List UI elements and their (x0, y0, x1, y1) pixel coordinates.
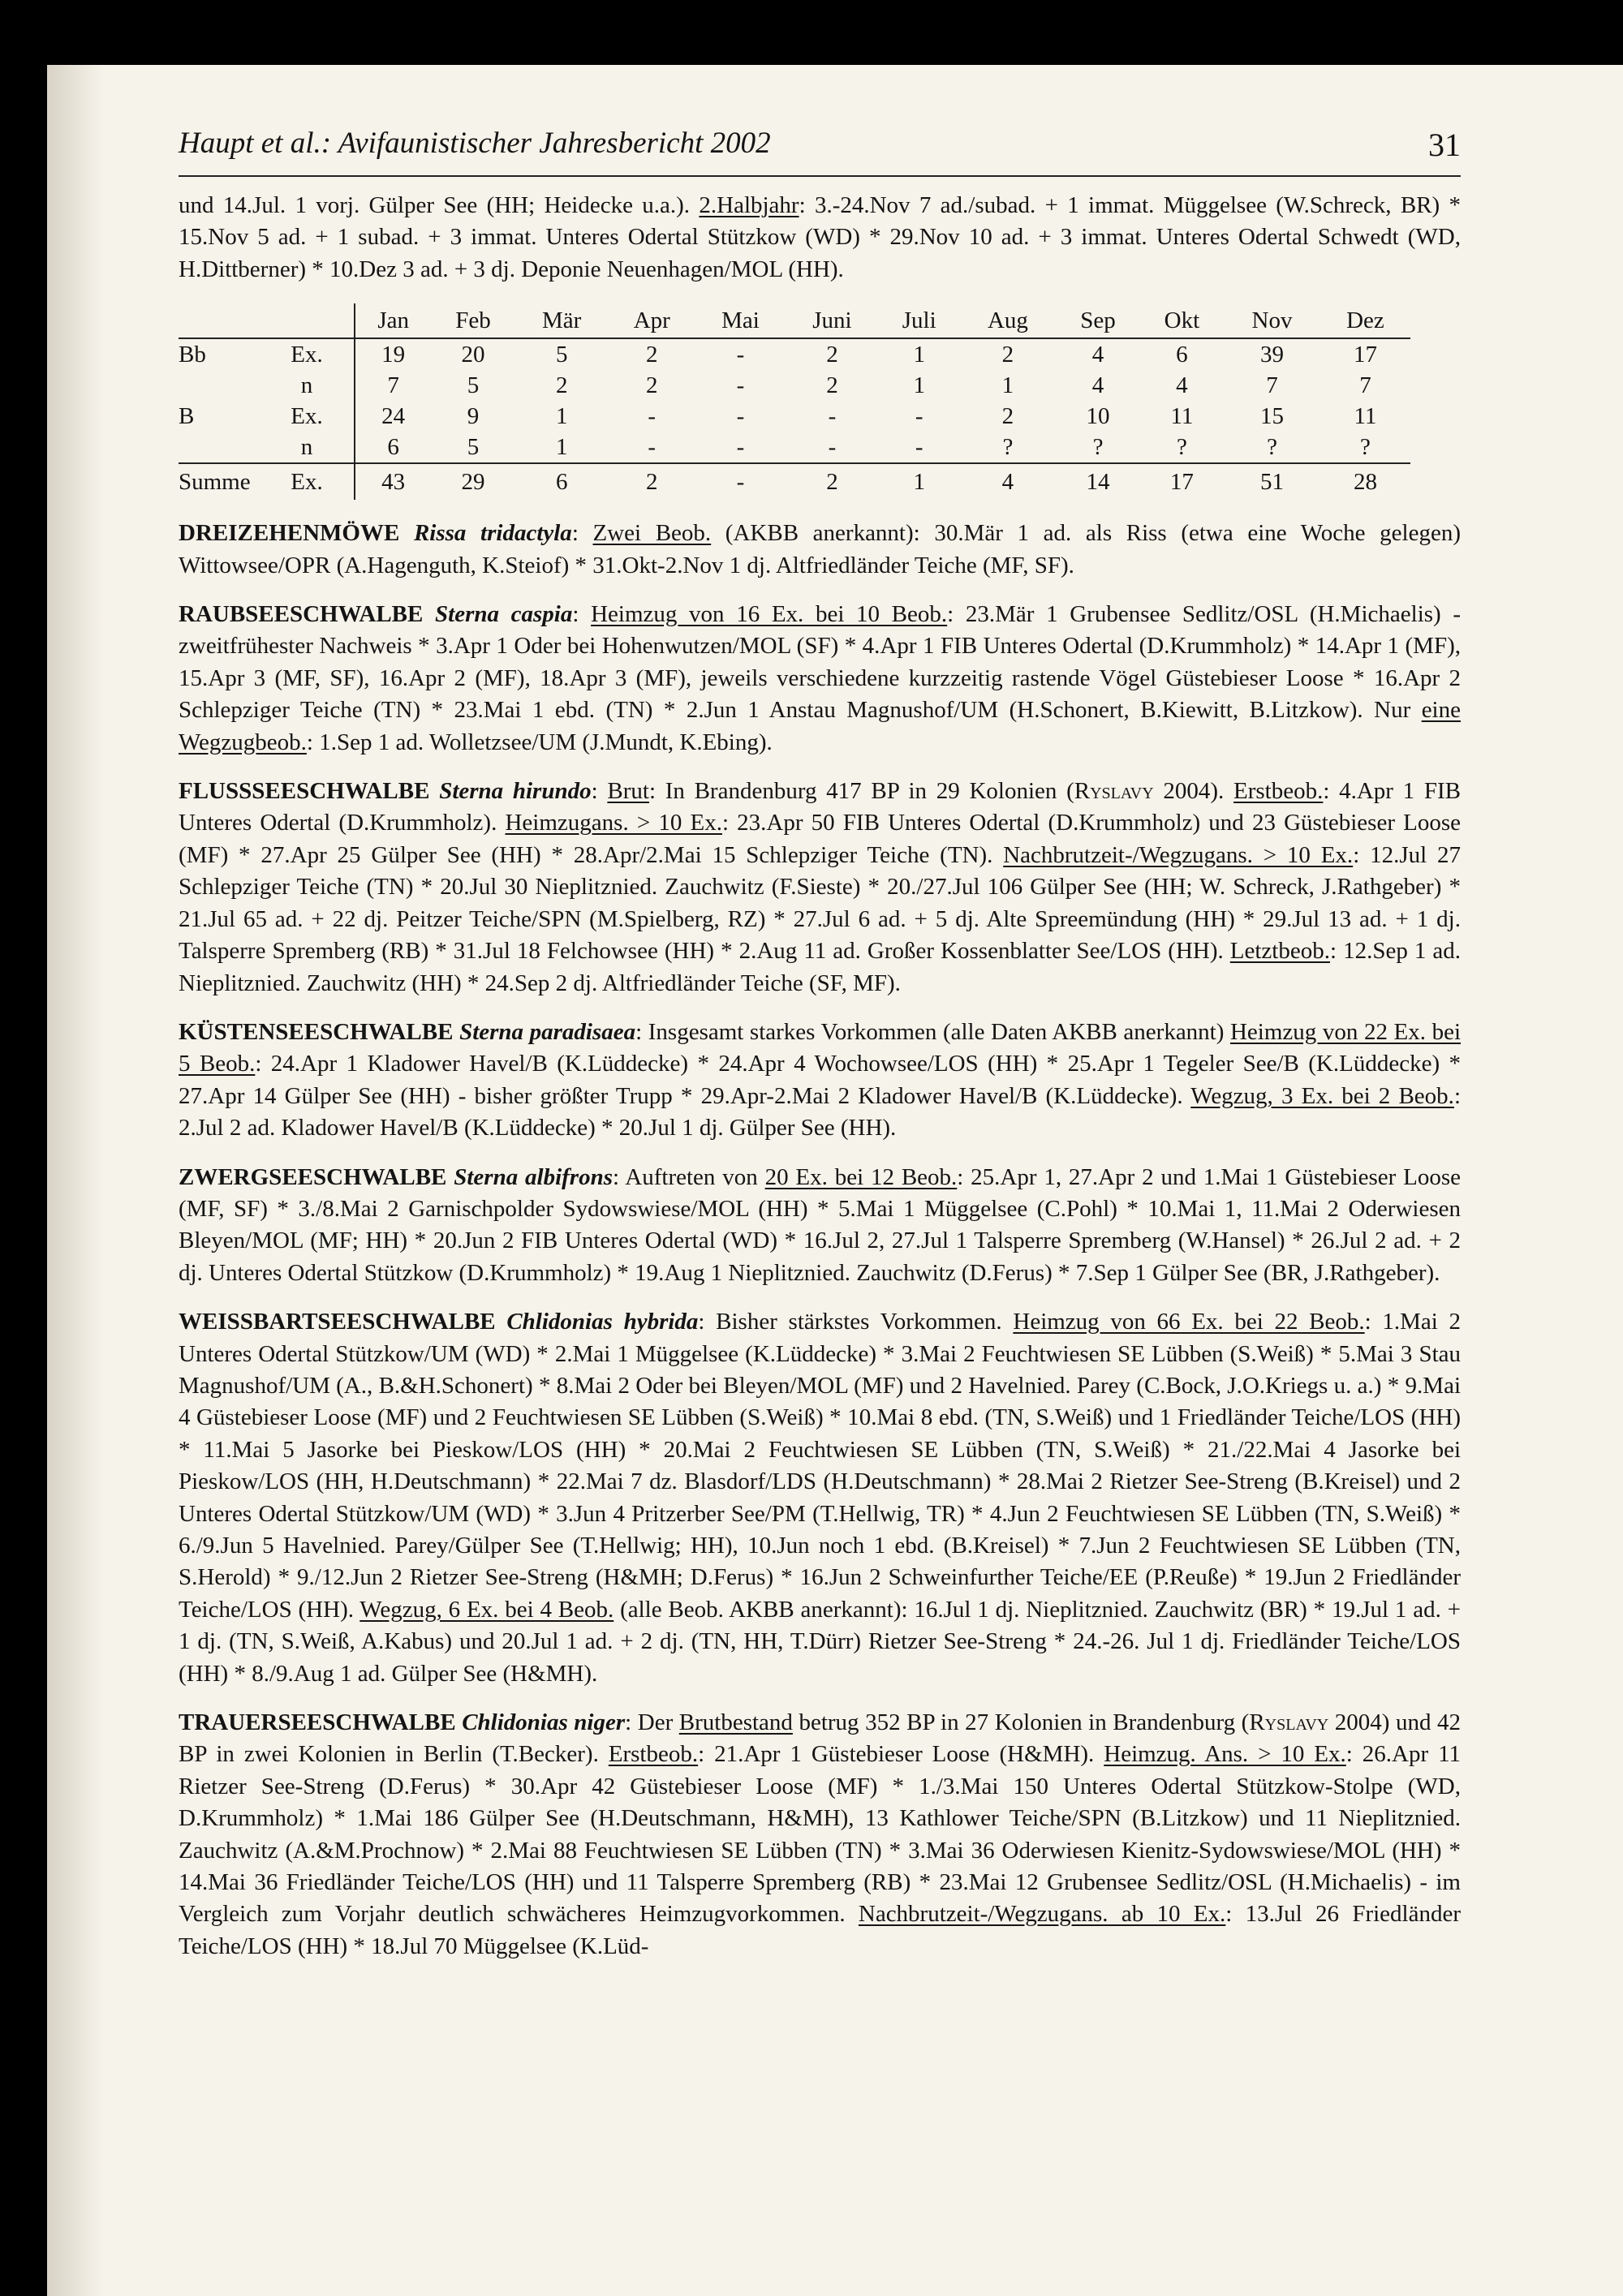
table-cell: 6 (1176, 342, 1188, 368)
species-name: KÜSTENSEESCHWALBE (179, 1018, 454, 1045)
month-header: Dez (1320, 303, 1410, 338)
table-cell: ? (1320, 432, 1410, 463)
species-name: WEISSBARTSEESCHWALBE (179, 1309, 496, 1335)
table-cell: 20 (461, 342, 485, 368)
row-kind: n (260, 432, 355, 463)
table-cell: 39 (1260, 342, 1285, 368)
text: : Bisher stärkstes Vorkommen. (698, 1309, 1014, 1335)
table-cell: 2 (555, 372, 568, 399)
page-header (179, 126, 1461, 174)
row-label (179, 432, 260, 463)
table-cell: ? (1140, 432, 1224, 463)
species-entry-hybrida (179, 1306, 1461, 1690)
text: : 23.Mär 1 Grubensee Sedlitz/OSL (H.Michaelis) - zweitfrühester Nachweis * 3.Apr 1 Oder bei Hohenwutzen/MOL (SF) * 4.Apr 1 FIB Unteres Odertal (D.Krummholz) * 14.Apr 1 (MF), 15.Apr 3 (MF, SF), 16.Apr 2 (MF), 18.Apr 3 (MF), jeweils verschiedene kurzzeitig rastende Vögel Güstebieser Loose * 16.Apr 2 Schlepziger Teiche (TN) * 23.Mai 1 ebd. (TN) * 2.Jun 1 Anstau Magnushof/UM (H.Schonert, B.Kiewitt, B.Litzkow). Nur (179, 601, 1462, 724)
text: : Auftreten von (613, 1163, 765, 1190)
row-label: Bb (179, 342, 206, 368)
table-cell: - (879, 432, 960, 463)
table-cell: - (915, 403, 923, 430)
text: : 25.Apr 1, 27.Apr 2 und 1.Mai 1 Güstebieser Loose (MF, SF) * 3./8.Mai 2 Garnischpolder Sydowswiese/MOL (HH) * 5.Mai 1 Müggelsee (C.Pohl) * 10.Mai 1, 11.Mai 2 Oderwiesen Bleyen/MOL (MF; HH) * 20.Jun 2 FIB Unteres Odertal (WD) * 16.Jul 2, 27.Jul 1 Talsperre Spremberg (W.Hansel) * 26.Jul 2 ad. + 2 dj. Unteres Odertal Stützkow (D.Krummholz) * 19.Aug 1 Nieplitznied. Zauchwitz (D.Ferus) * 7.Sep 1 Gülper See (BR, J.Rathgeber). (179, 1163, 1462, 1286)
table-cell: 7 (387, 372, 399, 399)
header-blank (260, 303, 355, 338)
underlined-text: Heimzug von 66 Ex. bei 22 Beob. (1013, 1309, 1365, 1335)
species-name: FLUSSSEESCHWALBE (179, 778, 430, 805)
species-name: ZWERGSEESCHWALBE (179, 1163, 447, 1190)
underlined-text: Heimzug. Ans. > 10 Ex. (1104, 1741, 1346, 1768)
table-cell: 1 (913, 469, 925, 496)
month-header: Aug (960, 303, 1057, 338)
row-label (179, 370, 260, 401)
table-cell: - (609, 432, 695, 463)
page-gutter (47, 65, 104, 2296)
text: : (572, 601, 592, 628)
table-cell: - (736, 372, 745, 399)
table-cell: 29 (461, 469, 485, 496)
table-row (179, 338, 1410, 370)
table-cell: - (736, 403, 745, 430)
page-number: 31 (1428, 127, 1461, 163)
scientific-name: Sterna hirundo (439, 778, 592, 805)
species-entry-hirundo (179, 776, 1461, 1000)
table-cell: 1 (515, 432, 609, 463)
table-header-row (179, 303, 1410, 338)
table-cell: 2 (1001, 403, 1014, 430)
text: und 14.Jul. 1 vorj. Gülper See (HH; Heidecke u.a.). (179, 192, 700, 218)
table-cell: 5 (467, 372, 480, 399)
month-header: Nov (1224, 303, 1320, 338)
month-header: Apr (609, 303, 695, 338)
underlined-text: Nachbrutzeit-/Wegzugans. > 10 Ex. (1003, 841, 1354, 868)
text: : 1.Mai 2 Unteres Odertal Stützkow/UM (WD) * 2.Mai 1 Müggelsee (K.Lüddecke) * 3.Mai 2 Feuchtwiesen SE Lübben (S.Weiß) * 5.Mai 3 Stau Magnushof/UM (A., B.&H.Schonert) * 8.Mai 2 Oder bei Bleyen/MOL (MF) und 2 Havelnied. Parey (C.Bock, J.O.Kriegs u. a.) * 9.Mai 4 Güstebieser Loose (MF) und 2 Feuchtwiesen SE Lübben (S.Weiß) * 10.Mai 8 ebd. (TN, S.Weiß) und 1 Friedländer Teiche/LOS (HH) * 11.Mai 5 Jasorke bei Pieskow/LOS (HH) * 20.Mai 2 Feuchtwiesen SE Lübben (TN, S.Weiß) * 21./22.Mai 4 Jasorke bei Pieskow/LOS (HH, H.Deutschmann) * 22.Mai 7 dz. Blasdorf/LDS (H.Deutschmann) * 28.Mai 2 Rietzer See-Streng (B.Kreisel) und 2 Unteres Odertal Stützkow/UM (WD) * 3.Jun 4 Pritzerber See/PM (T.Hellwig, TR) * 4.Jun 2 Feuchtwiesen SE Lübben (TN, S.Weiß) * 6./9.Jun 5 Havelnied. Parey/Gülper See (T.Hellwig; HH), 10.Jun noch 1 ebd. (B.Kreisel) * 7.Jun 2 Feuchtwiesen SE Lübben (TN, S.Herold) * 9./12.Jun 2 Rietzer See-Streng (H&MH; D.Ferus) * 16.Jun 2 Schweinfurther Teiche/EE (P.Reuße) * 19.Jun 2 Friedländer Teiche/LOS (HH). (179, 1309, 1462, 1623)
row-kind: n (260, 370, 355, 401)
text: : (591, 778, 608, 805)
month-header: Mär (515, 303, 609, 338)
table-cell: 9 (467, 403, 480, 430)
scientific-name: Rissa tridactyla (413, 520, 572, 547)
table-cell: 1 (555, 403, 568, 430)
scientific-name: Chlidonias hybrida (506, 1309, 699, 1335)
row-label: B (179, 403, 195, 430)
table-cell: 1 (1001, 372, 1014, 399)
main-text (179, 190, 1461, 1963)
text: : 12.Jul 27 Schlepziger Teiche (TN) * 20.Jul 30 Nieplitznied. Zauchwitz (F.Sieste) * 20./27.Jul 106 Gülper See (HH; W. Schreck, J.Rathgeber) * 21.Jul 65 ad. + 22 dj. Peitzer Teiche/SPN (M.Spielberg, RZ) * 27.Jul 6 ad. + 5 dj. Alte Spreemündung (HH) * 29.Jul 13 ad. + 1 dj. Talsperre Spremberg (RB) * 31.Jul 18 Felchowsee (HH) * 2.Aug 11 ad. Großer Kossenblatter See/LOS (HH). (179, 841, 1461, 965)
underlined-text: Nachbrutzeit-/Wegzugans. ab 10 Ex. (858, 1901, 1226, 1928)
table-cell: 5 (431, 432, 514, 463)
text: : In Brandenburg 417 BP in 29 Kolonien ( (648, 778, 1074, 805)
table-cell: 17 (1353, 342, 1377, 368)
table-cell: 10 (1086, 403, 1110, 430)
month-header: Feb (431, 303, 514, 338)
table-cell: 1 (913, 342, 925, 368)
row-kind: Ex. (260, 463, 355, 500)
scientific-name: Sterna paradisaea (459, 1018, 636, 1045)
table-cell: 7 (1266, 372, 1278, 399)
text: : 26.Apr 11 Rietzer See-Streng (D.Ferus) * 30.Apr 42 Güstebieser Loose (MF) * 1./3.Mai 150 Unteres Odertal Stützkow-Stolpe (WD, D.Krummholz) * 1.Mai 186 Gülper See (H.Deutschmann, H&MH), 13 Kathlower Teiche/SPN (B.Litzkow) und 11 Nieplitznied. Zauchwitz (A.&M.Prochnow) * 2.Mai 88 Feuchtwiesen SE Lübben (TN) * 3.Mai 36 Oderwiesen Kienitz-Sydowswiese/MOL (HH) * 14.Mai 36 Friedländer Teiche/LOS (HH) und 11 Talsperre Spremberg (RB) * 23.Mai 12 Grubensee Sedlitz/OSL (H.Michaelis) - im Vergleich zum Vorjahr deutlich schwächeres Heimzugvorkommen. (179, 1741, 1461, 1928)
month-header: Sep (1056, 303, 1139, 338)
underlined-text: Letztbeob. (1229, 938, 1330, 965)
species-name: RAUBSEESCHWALBE (179, 601, 424, 628)
table-cell: 6 (555, 469, 568, 496)
text: : 12.Sep 1 ad. Nieplitznied. Zauchwitz (HH) * 24.Sep 2 dj. Altfriedländer Teiche (SF, MF). (179, 938, 1461, 996)
text: : 21.Apr 1 Güstebieser Loose (H&MH). (698, 1741, 1104, 1768)
table-cell: 19 (381, 342, 406, 368)
table-cell: ? (1224, 432, 1320, 463)
text: : 23.Apr 50 FIB Unteres Odertal (D.Krummholz) und 23 Güstebieser Loose (MF) * 27.Apr 25 Gülper See (HH) * 28.Apr/2.Mai 15 Schlepziger Teiche (TN). (179, 810, 1461, 868)
scientific-name: Sterna caspia (435, 601, 573, 628)
month-header: Jan (355, 303, 431, 338)
table-cell: 2 (646, 469, 658, 496)
species-entry-caspia (179, 599, 1461, 759)
text: 2004). (1153, 778, 1233, 805)
table-cell: 2 (826, 342, 838, 368)
table-cell: 11 (1170, 403, 1194, 430)
table-row (179, 370, 1410, 401)
table-cell: 2 (826, 469, 838, 496)
header-rule (179, 175, 1461, 177)
underlined-text: Zwei Beob. (592, 520, 712, 547)
table-cell: 51 (1260, 469, 1285, 496)
species-name: TRAUERSEESCHWALBE (179, 1709, 456, 1736)
table-cell: 4 (1091, 342, 1104, 368)
table-cell: 5 (555, 342, 568, 368)
book-page (47, 65, 1623, 2296)
text: : 4.Apr 1 FIB Unteres Odertal (D.Krummholz). (179, 778, 1461, 836)
table-cell: 24 (381, 403, 406, 430)
table-cell: - (648, 403, 657, 430)
species-name: DREIZEHENMÖWE (179, 520, 400, 547)
intro-paragraph (179, 190, 1461, 286)
species-entry-niger (179, 1707, 1461, 1963)
text: : 2.Jul 2 ad. Kladower Havel/B (K.Lüddecke) * 20.Jul 1 dj. Gülper See (HH). (179, 1082, 1461, 1142)
table-cell: - (736, 469, 745, 496)
scientific-name: Chlidonias niger (462, 1709, 626, 1736)
header-blank (179, 303, 260, 338)
monthly-table (179, 303, 1410, 500)
table-row (179, 463, 1410, 500)
text: : 1.Sep 1 ad. Wolletzsee/UM (J.Mundt, K.Ebing). (306, 729, 773, 755)
species-entry-albifrons (179, 1162, 1461, 1290)
table-cell: 28 (1353, 469, 1377, 496)
underlined-text: Wegzug, 6 Ex. bei 4 Beob. (359, 1596, 614, 1623)
author-name: Ryslavy (1249, 1709, 1329, 1736)
species-entry-rissa (179, 518, 1461, 582)
text: : (571, 520, 593, 547)
table-cell: 2 (1001, 342, 1014, 368)
species-entry-paradisaea (179, 1017, 1461, 1145)
table-cell: 4 (1001, 469, 1014, 496)
table-row (179, 401, 1410, 432)
scientific-name: Sterna albifrons (454, 1163, 613, 1190)
row-kind: Ex. (260, 338, 355, 370)
underlined-text: Erstbeob. (1233, 778, 1324, 805)
underlined-text: Brut (607, 778, 649, 805)
row-kind: Ex. (260, 401, 355, 432)
table-row (179, 432, 1410, 463)
underlined-text: Brutbestand (678, 1709, 793, 1736)
month-header: Juli (879, 303, 960, 338)
table-cell: ? (960, 432, 1057, 463)
month-header: Okt (1140, 303, 1224, 338)
table-cell: 17 (1169, 469, 1194, 496)
text: : 24.Apr 1 Kladower Havel/B (K.Lüddecke) * 24.Apr 4 Wochowsee/LOS (HH) * 25.Apr 1 Tegeler See/B (K.Lüddecke) * 27.Apr 14 Gülper See (HH) - bisher größter Trupp * 29.Apr-2.Mai 2 Kladower Havel/B (K.Lüddecke). (179, 1051, 1461, 1109)
table-cell: ? (1056, 432, 1139, 463)
underlined-text: Heimzug von 22 Ex. bei 5 Beob. (179, 1018, 1461, 1077)
table-cell: - (695, 432, 786, 463)
text: : Insgesamt starkes Vorkommen (alle Daten AKBB anerkannt) (635, 1018, 1230, 1045)
underlined-text: Heimzugans. > 10 Ex. (505, 810, 722, 836)
text: : 3.-24.Nov 7 ad./subad. + 1 immat. Müggelsee (W.Schreck, BR) * 15.Nov 5 ad. + 1 subad. + 3 immat. Unteres Odertal Stützkow (WD) * 29.Nov 10 ad. + 3 immat. Unteres Odertal Schwedt (WD, H.Dittberner) * 10.Dez 3 ad. + 3 dj. Deponie Neuenhagen/MOL (HH). (179, 192, 1461, 282)
table-cell: - (736, 342, 745, 368)
text: 2004) und 42 BP in zwei Kolonien in Berlin (T.Becker). (179, 1709, 1462, 1768)
underlined-text: Wegzug, 3 Ex. bei 2 Beob. (1190, 1082, 1454, 1109)
table-cell: 2 (646, 342, 658, 368)
text: (AKBB anerkannt): 30.Mär 1 ad. als Riss (etwa eine Woche gelegen) Wittowsee/OPR (A.Hagenguth, K.Steiof) * 31.Okt-2.Nov 1 dj. Altfriedländer Teiche (MF, SF). (179, 520, 1461, 578)
table-cell: 11 (1354, 403, 1377, 430)
table-cell: 6 (355, 432, 431, 463)
row-label: Summe (179, 469, 251, 496)
underlined-text: 2.Halbjahr (699, 192, 799, 218)
table-cell: 4 (1176, 372, 1188, 399)
table-cell: 4 (1091, 372, 1104, 399)
table-cell: 15 (1260, 403, 1285, 430)
table-cell: 2 (646, 372, 658, 399)
running-title: Haupt et al.: Avifaunistischer Jahresbericht 2002 (179, 127, 771, 160)
table-cell: 7 (1359, 372, 1371, 399)
table-cell: 1 (913, 372, 925, 399)
month-header: Juni (786, 303, 879, 338)
author-name: Ryslavy (1074, 778, 1154, 805)
underlined-text: eine Wegzugbeob. (179, 697, 1461, 755)
text: (alle Beob. AKBB anerkannt): 16.Jul 1 dj. Nieplitznied. Zauchwitz (BR) * 19.Jul 1 ad. + 1 dj. (TN, S.Weiß, A.Kabus) und 20.Jul 1 ad. + 2 dj. (TN, HH, T.Dürr) Rietzer See-Streng * 24.-26. Jul 1 dj. Friedländer Teiche/LOS (HH) * 8./9.Aug 1 ad. Gülper See (H&MH). (179, 1596, 1461, 1687)
table-cell: - (828, 403, 837, 430)
table-cell: 2 (826, 372, 838, 399)
underlined-text: Heimzug von 16 Ex. bei 10 Beob. (591, 601, 948, 628)
month-header: Mai (695, 303, 786, 338)
underlined-text: Erstbeob. (608, 1741, 699, 1768)
text: : 13.Jul 26 Friedländer Teiche/LOS (HH) * 18.Jul 70 Müggelsee (K.Lüd- (179, 1901, 1461, 1959)
table-cell: 14 (1086, 469, 1110, 496)
text: betrug 352 BP in 27 Kolonien in Brandenburg ( (792, 1709, 1250, 1736)
table-cell: 43 (381, 469, 406, 496)
underlined-text: 20 Ex. bei 12 Beob. (764, 1163, 958, 1190)
text: : Der (625, 1709, 679, 1736)
table-cell: - (786, 432, 879, 463)
